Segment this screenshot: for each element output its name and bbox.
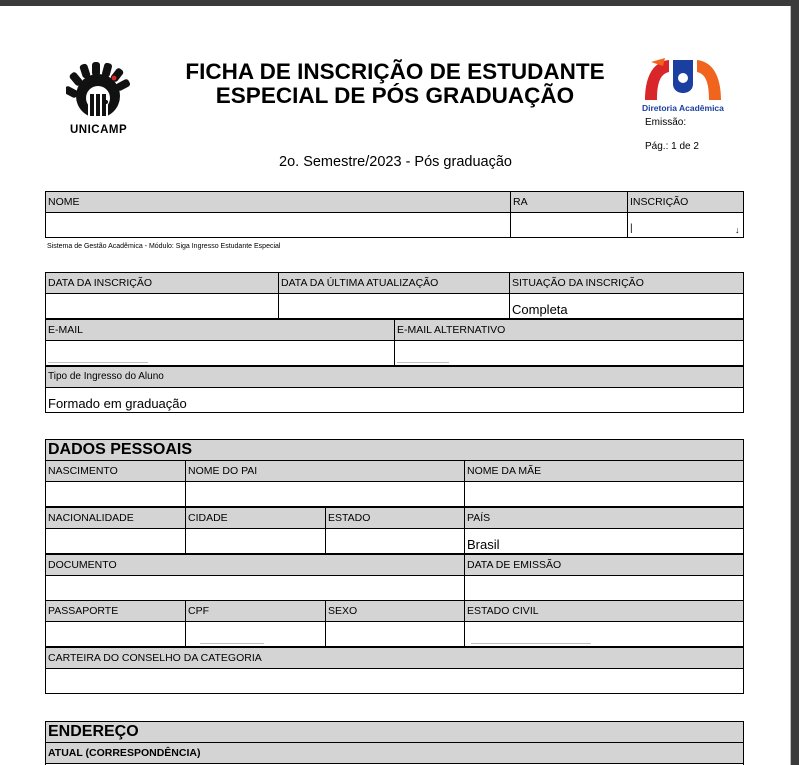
nascimento-header: NASCIMENTO	[45, 460, 186, 482]
system-note: Sistema de Gestão Acadêmica - Módulo: Siga Ingresso Estudante Especial	[47, 243, 281, 250]
data-inscricao-field	[45, 293, 279, 319]
pai-header: NOME DO PAI	[185, 460, 465, 482]
cpf-header: CPF	[185, 600, 326, 622]
dac-logo	[643, 56, 723, 104]
data-emissao-header: DATA DE EMISSÃO	[464, 554, 744, 576]
estado-civil-header: ESTADO CIVIL	[464, 600, 744, 622]
mae-header: NOME DA MÃE	[464, 460, 744, 482]
data-inscricao-header: DATA DA INSCRIÇÃO	[45, 272, 279, 294]
inscricao-header: INSCRIÇÃO	[627, 191, 744, 213]
pai-field	[185, 481, 465, 507]
documento-header: DOCUMENTO	[45, 554, 465, 576]
email-header: E-MAIL	[45, 319, 395, 341]
situacao-header: SITUAÇÃO DA INSCRIÇÃO	[509, 272, 744, 294]
nome-field	[45, 212, 511, 238]
data-atualizacao-header: DATA DA ÚLTIMA ATUALIZAÇÃO	[278, 272, 510, 294]
endereco-atual-header: ATUAL (CORRESPONDÊNCIA)	[45, 742, 744, 764]
estado-civil-field	[464, 621, 744, 647]
nacionalidade-field	[45, 528, 186, 554]
cpf-redacted	[200, 643, 264, 644]
endereco-title: ENDEREÇO	[45, 721, 744, 743]
form-title-line1: FICHA DE INSCRIÇÃO DE ESTUDANTE	[185, 59, 605, 84]
dac-label: Diretoria Acadêmica	[642, 103, 724, 113]
sexo-field	[325, 621, 465, 647]
inscricao-field	[627, 212, 744, 238]
tipo-ingresso-field: Formado em graduação	[45, 387, 744, 413]
window-scrollbar[interactable]	[791, 0, 799, 765]
estado-field	[325, 528, 465, 554]
nascimento-field	[45, 481, 186, 507]
ra-header: RA	[510, 191, 628, 213]
ra-field	[510, 212, 628, 238]
email-alt-header: E-MAIL ALTERNATIVO	[394, 319, 744, 341]
email-redacted	[48, 362, 148, 363]
tipo-ingresso-header: Tipo de Ingresso do Aluno	[45, 366, 744, 388]
form-title	[150, 60, 640, 108]
cpf-field	[185, 621, 326, 647]
semester-text: 2o. Semestre/2023 - Pós graduação	[279, 154, 512, 170]
estado-header: ESTADO	[325, 507, 465, 529]
nacionalidade-header: NACIONALIDADE	[45, 507, 186, 529]
form-title-line2: ESPECIAL DE PÓS GRADUAÇÃO	[215, 83, 575, 108]
sexo-header: SEXO	[325, 600, 465, 622]
mae-field	[464, 481, 744, 507]
data-emissao-field	[464, 575, 744, 601]
unicamp-label: UNICAMP	[70, 124, 128, 136]
page-indicator: Pág.: 1 de 2	[645, 141, 699, 152]
estado-civil-redacted	[471, 643, 591, 644]
carteira-header: CARTEIRA DO CONSELHO DA CATEGORIA	[45, 647, 744, 669]
pais-header: PAÍS	[464, 507, 744, 529]
cidade-header: CIDADE	[185, 507, 326, 529]
passaporte-header: PASSAPORTE	[45, 600, 186, 622]
situacao-field: Completa	[509, 293, 744, 319]
nome-header: NOME	[45, 191, 511, 213]
page-edge	[790, 6, 791, 765]
passaporte-field	[45, 621, 186, 647]
email-field	[45, 340, 395, 366]
carteira-field	[45, 668, 744, 694]
documento-field	[45, 575, 465, 601]
inscricao-value: |	[630, 223, 633, 234]
data-atualizacao-field	[278, 293, 510, 319]
dados-pessoais-title: DADOS PESSOAIS	[45, 439, 744, 461]
emissao-label: Emissão:	[645, 117, 687, 128]
window-top-border	[0, 0, 799, 6]
email-alt-redacted	[397, 362, 449, 363]
cidade-field	[185, 528, 326, 554]
pais-field: Brasil	[464, 528, 744, 554]
semester-subtitle	[0, 154, 799, 170]
email-alt-field	[394, 340, 744, 366]
inscricao-end-mark: ↓	[735, 225, 740, 235]
